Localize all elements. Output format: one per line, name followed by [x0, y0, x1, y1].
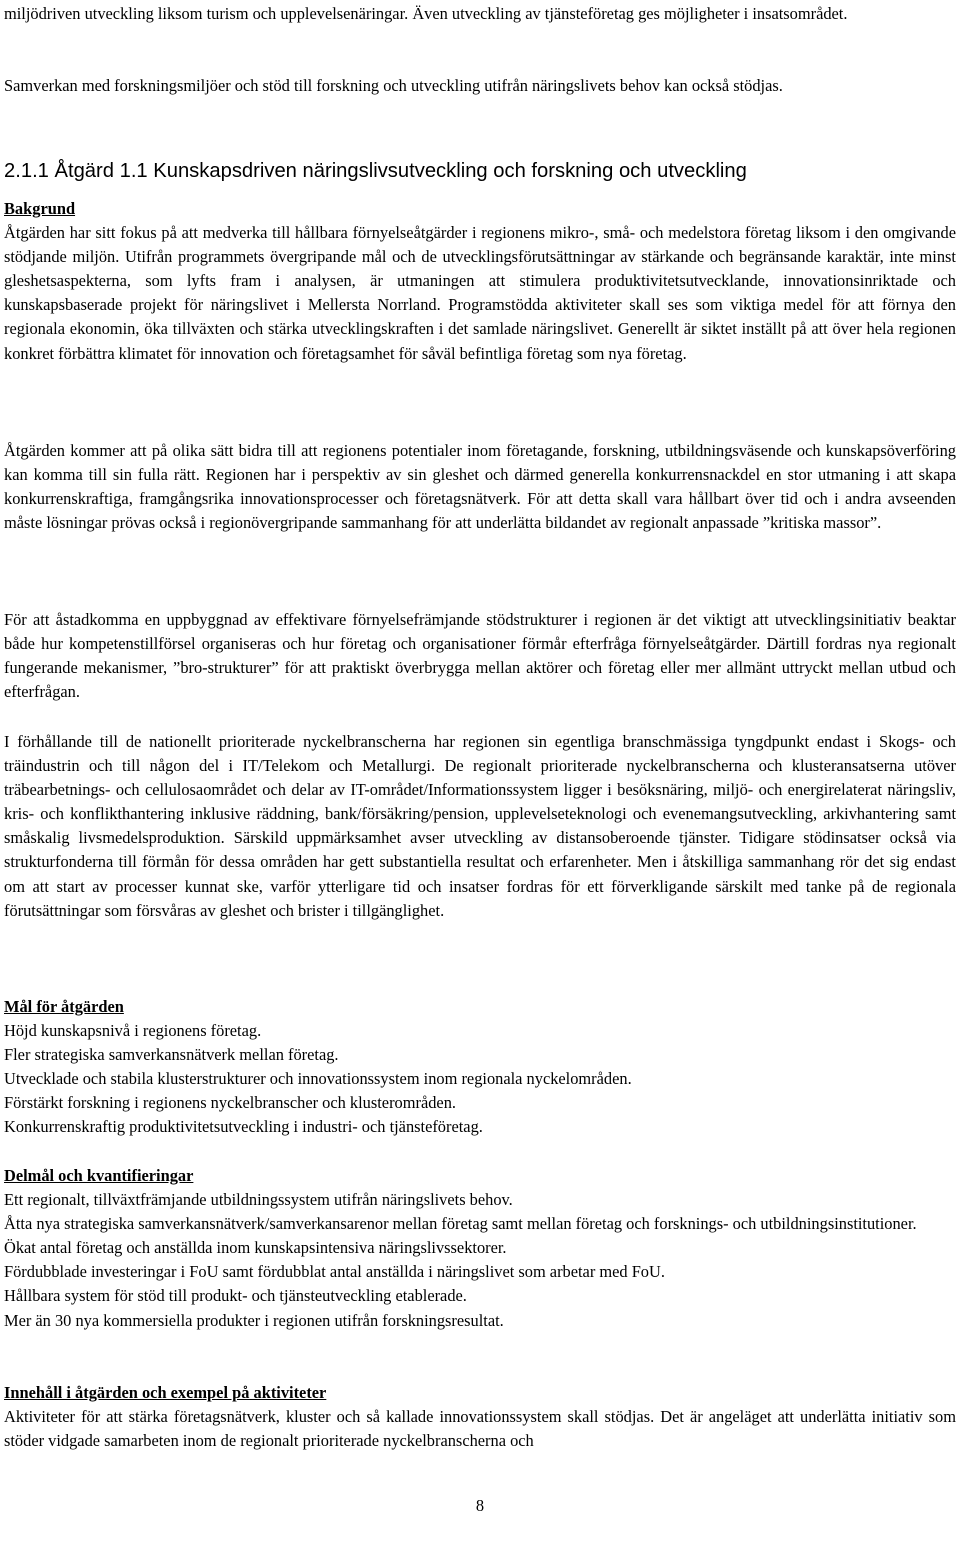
mal-heading: Mål för åtgärden [4, 997, 124, 1016]
list-item: Hållbara system för stöd till produkt- och tjänsteutveckling etablerade. [4, 1286, 467, 1306]
list-item: Åtta nya strategiska samverkansnätverk/samverkansarenor mellan företag samt mellan företag och forsknings- och utbildningsinstitutioner. [4, 1214, 917, 1234]
mal-list [4, 1019, 956, 1139]
list-item: Ökat antal företag och anställda inom kunskapsintensiva näringslivssektorer. [4, 1238, 507, 1258]
bakgrund-paragraph-4-block [4, 730, 956, 923]
section-title: 2.1.1 Åtgärd 1.1 Kunskapsdriven näringslivsutveckling och forskning och utveckling [4, 160, 747, 182]
mal-section [4, 995, 956, 1140]
bakgrund-paragraph-2-block [4, 439, 956, 535]
list-item: Ett regionalt, tillväxtfrämjande utbildningssystem utifrån näringslivets behov. [4, 1190, 513, 1210]
list-item: Mer än 30 nya kommersiella produkter i regionen utifrån forskningsresultat. [4, 1310, 504, 1330]
bakgrund-heading: Bakgrund [4, 199, 76, 218]
bakgrund-section [4, 197, 956, 366]
bakgrund-paragraph-2: Åtgärden kommer att på olika sätt bidra till att regionens potentialer inom företagande, forskning, utbildningsväsende och kunskapsöverföring kan komma till sin fulla rätt. Regionen har i perspektiv av sin gleshet och därmed generella konkurrensnackdel en stor utmaning i att skapa konkurrenskraftiga, framgångsrika innovationsprocesser och företagsnätverk. För att detta skall vara hållbart över tid och i andra avseenden måste lösningar prövas också i regionövergripande sammanhang för att underlätta bildandet av regionalt anpassade ”kritiska massor”. [4, 441, 956, 533]
bakgrund-paragraph-3-block [4, 608, 956, 704]
list-item: Utvecklade och stabila klusterstrukturer och innovationssystem inom regionala nyckelområden. [4, 1069, 632, 1089]
page-number: 8 [475, 1496, 485, 1515]
innehall-heading: Innehåll i åtgärden och exempel på aktiviteter [4, 1383, 327, 1402]
intro-paragraph-2: Samverkan med forskningsmiljöer och stöd till forskning och utveckling utifrån näringslivets behov kan också stödjas. [4, 76, 783, 95]
bakgrund-paragraph-4: I förhållande till de nationellt prioriterade nyckelbranscherna har regionen sin egentliga branschmässiga tyngdpunkt endast i Skogs- och träindustrin och till någon del i IT/Telekom och Metallurgi. De regionalt prioriterade nyckelbranscherna och klusteransatserna utöver träbearbetnings- och cellulosaområdet och delar av IT-området/Informationssystem ligger i besöksnäring, miljö- och energirelaterat näringsliv, kris- och konflikthantering inklusive räddning, bank/försäkring/pension, upplevelseteknologi och evenemangsutveckling, arkivhantering samt småskalig livsmedelsproduktion. Särskild uppmärksamhet avser utveckling av distansoberoende tjänster. Tidigare stödinsatser också via strukturfonderna till förmån för dessa områden har gett substantiella resultat och erfarenheter. Men i åtskilliga sammanhang rör det sig endast om att start av processer kunnat ske, varför ytterligare tid och insatser fordras för ett förverkligande särskilt med tanke på de regionala förutsättningar som försvåras av gleshet och brister i tillgänglighet. [4, 732, 956, 920]
intro-paragraph-1: miljödriven utveckling liksom turism och upplevelsenäringar. Även utveckling av tjänsteföretag ges möjligheter i insatsområdet. [4, 4, 848, 23]
innehall-section [4, 1381, 956, 1453]
bakgrund-paragraph-3: För att åstadkomma en uppbyggnad av effektivare förnyelsefrämjande stödstrukturer i regionen är det viktigt att utvecklingsinitiativ beaktar både hur kompetenstillförsel organiseras och hur företag och organisationer förmår efterfråga förnyelseåtgärder. Därtill fordras nya regionalt fungerande mekanismer, ”bro-strukturer” för att praktiskt överbrygga mellan aktörer och företag eller mer allmänt uttryckt mellan utbud och efterfrågan. [4, 610, 956, 702]
delmal-section [4, 1164, 956, 1333]
innehall-paragraph-1: Aktiviteter för att stärka företagsnätverk, kluster och så kallade innovationssystem skall stödjas. Det är angeläget att underlätta initiativ som stöder vidgade samarbeten inom de regionalt prioriterade nyckelbranscherna och [4, 1407, 956, 1451]
delmal-heading: Delmål och kvantifieringar [4, 1166, 194, 1185]
list-item: Förstärkt forskning i regionens nyckelbranscher och klusterområden. [4, 1093, 456, 1113]
list-item: Konkurrenskraftig produktivitetsutveckling i industri- och tjänsteföretag. [4, 1117, 483, 1137]
bakgrund-paragraph-1: Åtgärden har sitt fokus på att medverka till hållbara förnyelseåtgärder i regionens mikro-, små- och medelstora företag liksom i den omgivande stödjande miljön. Utifrån programmets övergripande mål och de utvecklingsförutsättningar av stärkande och begränsande karaktär, inte minst gleshetsaspekterna, som lyfts fram i analysen, är utmaningen att stimulera produktivitetsutvecklande, innovationsinriktade och kunskapsbaserade projekt för näringslivet i Mellersta Norrland. Programstödda aktiviteter skall ses som viktiga medel för att förnya den regionala ekonomin, öka tillväxten och stärka utvecklingskraften i det samlade näringslivet. Generellt är siktet inställt på att över hela regionen konkret förbättra klimatet för innovation och företagsamhet för såväl befintliga företag som nya företag. [4, 223, 956, 363]
list-item: Fördubblade investeringar i FoU samt fördubblat antal anställda i näringslivet som arbetar med FoU. [4, 1262, 665, 1282]
delmal-list [4, 1188, 956, 1333]
list-item: Fler strategiska samverkansnätverk mellan företag. [4, 1045, 339, 1065]
list-item: Höjd kunskapsnivå i regionens företag. [4, 1021, 262, 1041]
